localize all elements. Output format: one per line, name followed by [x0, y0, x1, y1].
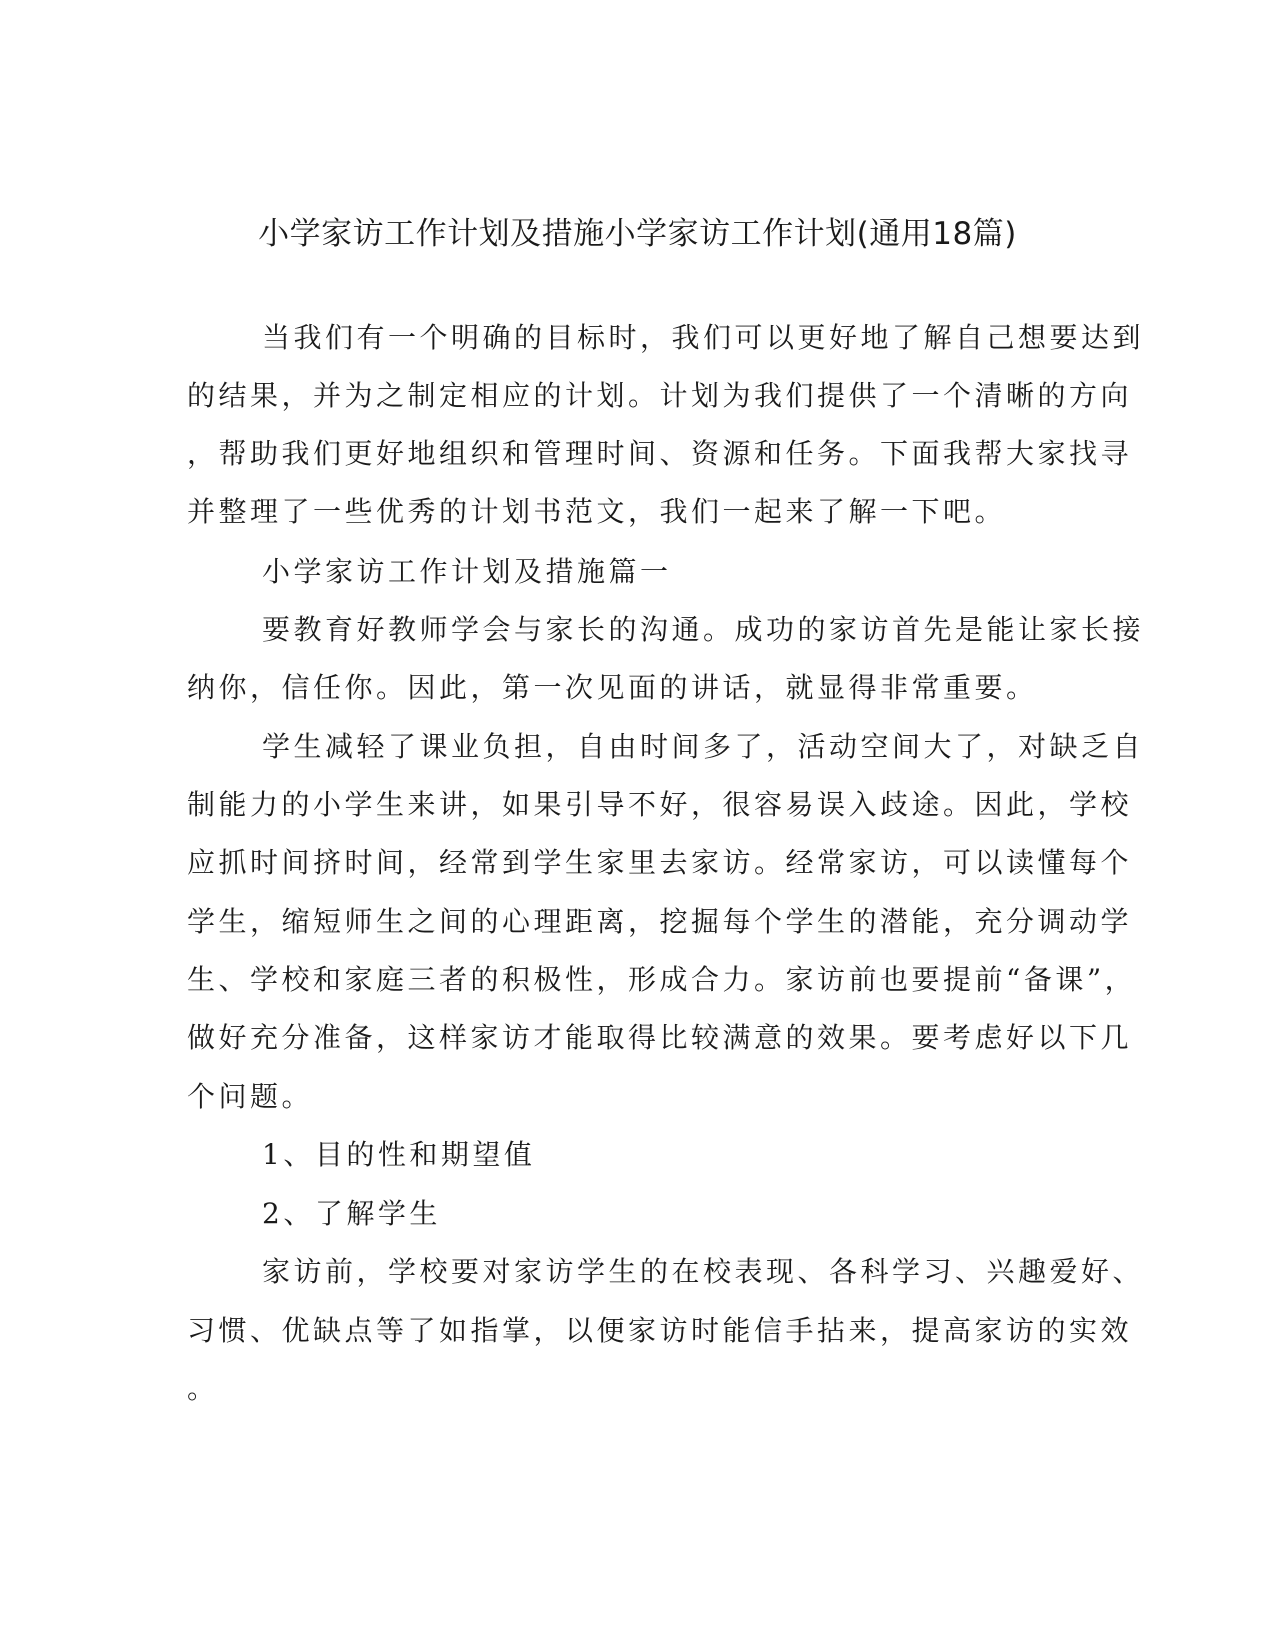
paragraph-line: 生、学校和家庭三者的积极性，形成合力。家访前也要提前“备课”，	[187, 963, 1137, 996]
paragraph-line: 纳你，信任你。因此，第一次见面的讲话，就显得非常重要。	[187, 671, 1038, 704]
paragraph-line: ，帮助我们更好地组织和管理时间、资源和任务。下面我帮大家找寻	[187, 437, 1133, 470]
list-item: 2、了解学生	[262, 1197, 441, 1230]
paragraph-line: 做好充分准备，这样家访才能取得比较满意的效果。要考虑好以下几	[187, 1021, 1133, 1054]
paragraph-line: 的结果，并为之制定相应的计划。计划为我们提供了一个清晰的方向	[187, 379, 1133, 412]
document-title: 小学家访工作计划及措施小学家访工作计划(通用18篇)	[258, 216, 1017, 252]
paragraph-line: 当我们有一个明确的目标时，我们可以更好地了解自己想要达到	[262, 321, 1145, 354]
paragraph-line: 学生，缩短师生之间的心理距离，挖掘每个学生的潜能，充分调动学	[187, 905, 1133, 938]
section-heading: 小学家访工作计划及措施篇一	[262, 555, 672, 588]
paragraph-line: 制能力的小学生来讲，如果引导不好，很容易误入歧途。因此，学校	[187, 788, 1133, 821]
paragraph-line: 并整理了一些优秀的计划书范文，我们一起来了解一下吧。	[187, 495, 1007, 528]
paragraph-line: 习惯、优缺点等了如指掌，以便家访时能信手拈来，提高家访的实效	[187, 1314, 1133, 1347]
paragraph-line: 学生减轻了课业负担，自由时间多了，活动空间大了，对缺乏自	[262, 730, 1145, 763]
paragraph-line: 个问题。	[187, 1080, 314, 1113]
paragraph-line: 。	[187, 1372, 219, 1405]
list-item: 1、目的性和期望值	[262, 1138, 536, 1171]
paragraph-line: 应抓时间挤时间，经常到学生家里去家访。经常家访，可以读懂每个	[187, 846, 1133, 879]
paragraph-line: 要教育好教师学会与家长的沟通。成功的家访首先是能让家长接	[262, 613, 1145, 646]
paragraph-line: 家访前，学校要对家访学生的在校表现、各科学习、兴趣爱好、	[262, 1255, 1145, 1288]
